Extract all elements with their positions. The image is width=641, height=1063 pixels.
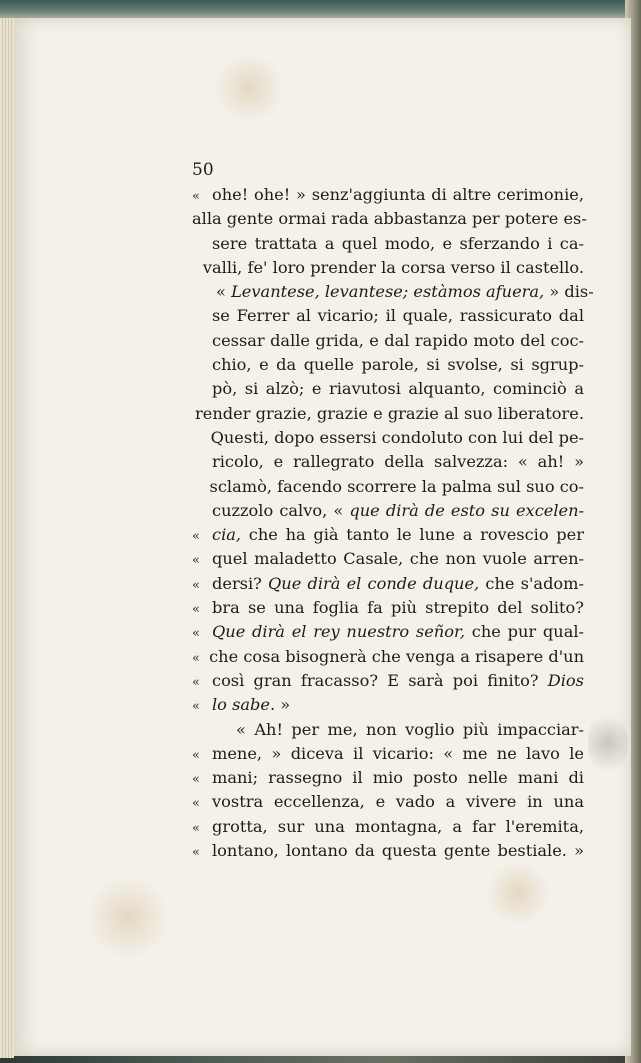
quote-mark: « — [192, 772, 200, 788]
text-span: cuzzolo calvo, « — [212, 500, 350, 520]
paper-stain — [588, 708, 628, 778]
page-edges — [0, 18, 14, 1058]
text-span: » — [275, 695, 291, 715]
line-text: « Ah! per me, non voglio più impacciar- — [236, 719, 584, 739]
line-text — [212, 499, 584, 523]
text-line — [192, 377, 584, 401]
paper-stain — [83, 878, 173, 958]
text-span: « — [216, 282, 232, 302]
text-line — [192, 256, 584, 280]
text-line — [192, 402, 584, 426]
quote-mark: « — [192, 747, 200, 763]
italic-span: lo sabe. — [212, 695, 276, 715]
line-text — [212, 669, 584, 693]
text-line — [192, 547, 584, 571]
quote-mark: « — [192, 699, 200, 715]
text-line — [192, 815, 584, 839]
text-span: » dis- — [544, 282, 594, 302]
line-text: alla gente ormai rada abbastanza per potere es- — [192, 209, 587, 229]
quote-mark: « — [192, 553, 200, 569]
text-line — [192, 766, 584, 790]
line-text — [212, 572, 584, 596]
text-line — [192, 645, 584, 669]
line-text — [212, 693, 584, 717]
italic-span: Levantese, levantese; estàmos afuera, — [231, 282, 545, 302]
quote-mark: « — [192, 529, 200, 545]
text-line — [192, 742, 584, 766]
italic-span: Dios — [547, 670, 584, 690]
text-span: che ha già tanto le lune a rovescio per — [241, 525, 584, 545]
line-text: vostra eccellenza, e vado a vivere in una — [212, 792, 584, 812]
quote-mark: « — [192, 577, 200, 593]
text-line — [192, 523, 584, 547]
text-span: così gran fracasso? E sarà poi finito? — [212, 670, 548, 690]
line-text: se Ferrer al vicario; il quale, rassicurato dal — [212, 306, 584, 326]
text-line — [192, 183, 584, 207]
text-line — [192, 693, 584, 717]
line-text: lontano, lontano da questa gente bestiale. » — [212, 841, 584, 861]
quote-mark: « — [192, 602, 200, 618]
quote-mark: « — [192, 674, 200, 690]
paper-stain — [209, 58, 289, 118]
quote-mark: « — [192, 796, 200, 812]
text-block — [192, 157, 594, 863]
text-span: che pur qual- — [465, 622, 584, 642]
line-text: ricolo, e rallegrato della salvezza: « ah! » — [212, 452, 584, 472]
quote-mark: « — [192, 626, 200, 642]
italic-span: Que dirà el rey nuestro señor, — [212, 622, 466, 642]
text-line — [192, 232, 584, 256]
line-text: render grazie, grazie e grazie al suo liberatore. — [195, 403, 584, 423]
quote-mark: « — [192, 845, 200, 861]
text-line — [192, 499, 584, 523]
line-text — [192, 280, 594, 304]
line-text — [212, 523, 584, 547]
text-lines — [192, 183, 594, 863]
text-line — [192, 304, 584, 328]
text-line — [192, 207, 587, 231]
line-text: ohe! ohe! » senz'aggiunta di altre cerimonie, — [212, 185, 584, 204]
page-number: 50 — [192, 160, 214, 180]
italic-span: que dirà de esto su excelen- — [349, 500, 584, 520]
text-line — [192, 475, 584, 499]
line-text: chio, e da quelle parole, si svolse, si sgrup- — [212, 355, 584, 375]
text-line — [192, 329, 584, 353]
text-line — [192, 426, 584, 450]
line-text: che cosa bisognerà che venga a risapere d'un — [209, 646, 584, 666]
line-text: bra se una foglia fa più strepito del solito? — [212, 598, 584, 618]
text-line — [192, 450, 584, 474]
text-line — [192, 669, 584, 693]
line-text: valli, fe' loro prender la corsa verso il castello. — [202, 257, 584, 277]
quote-mark: « — [192, 820, 200, 836]
quote-mark: « — [192, 189, 200, 204]
text-span: che s'adom- — [479, 573, 584, 593]
line-text: mene, » diceva il vicario: « me ne lavo le — [212, 743, 584, 763]
text-line — [192, 280, 594, 304]
paper-stain — [483, 863, 553, 923]
text-line — [192, 790, 584, 814]
line-text: grotta, sur una montagna, a far l'eremita, — [212, 816, 584, 836]
line-text — [212, 620, 584, 644]
text-span: dersi? — [212, 573, 269, 593]
text-line — [192, 839, 584, 863]
line-text: mani; rassegno il mio posto nelle mani di — [212, 768, 584, 788]
line-text: quel maladetto Casale, che non vuole arren- — [212, 549, 584, 569]
text-line — [192, 718, 584, 742]
line-text: sere trattata a quel modo, e sferzando i ca- — [212, 233, 584, 253]
text-line — [192, 353, 584, 377]
line-text: sclamò, facendo scorrere la palma sul suo co- — [209, 476, 584, 496]
text-line — [192, 596, 584, 620]
quote-mark: « — [192, 650, 200, 666]
text-line — [192, 572, 584, 596]
text-line — [192, 620, 584, 644]
italic-span: Que dirà el conde duque, — [268, 573, 480, 593]
italic-span: cia, — [212, 525, 242, 545]
line-text: cessar dalle grida, e dal rapido moto del coc- — [212, 330, 584, 350]
line-text: Questi, dopo essersi condoluto con lui del pe- — [210, 427, 584, 447]
line-text: pò, si alzò; e riavutosi alquanto, cominciò a — [212, 379, 584, 399]
